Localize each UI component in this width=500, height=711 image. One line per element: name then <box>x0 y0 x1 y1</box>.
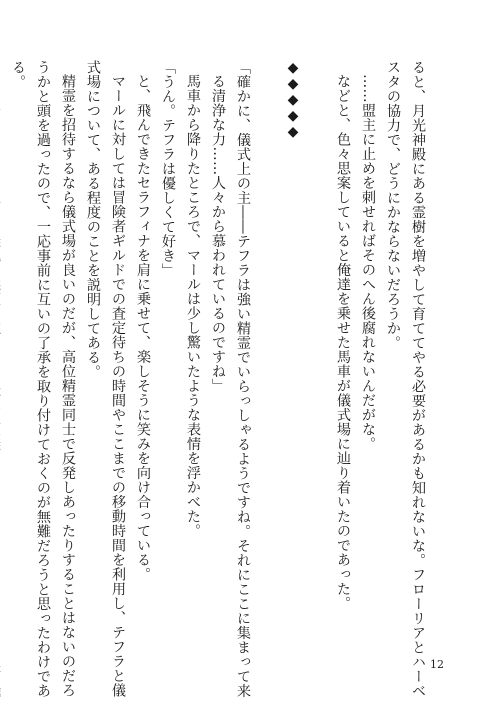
vertical-text-body <box>0 60 430 698</box>
text-line: 式場について、ある程度のことを説明してある。 <box>85 60 101 379</box>
text-line: ……盟主に止めを刺せればそのへん後腐れないんだがな。 <box>360 74 376 452</box>
text-line: 「確かに、儀式上の主――テフラは強い精霊でいらっしゃるようですね。それにここに集まって来 <box>235 60 251 698</box>
text-line: 精霊を招待するなら儀式場が良いのだが、高位精霊同士で反発しあったりすることはないのだろ <box>60 74 76 698</box>
text-line: 馬車から降りたところで、マールは少し驚いたような表情を浮かべた。 <box>185 74 201 539</box>
text-line: スタの協力で、どうにかならないだろうか。 <box>385 60 401 350</box>
blank-line <box>255 60 280 660</box>
text-line: る。 <box>10 60 26 89</box>
text-line: と、飛んできたセラフィナを肩に乗せて、楽しそうに笑みを向け合っている。 <box>135 74 151 582</box>
text-line: る清浄な力……人々から慕われているのですね」 <box>210 74 226 394</box>
blank-line <box>305 60 330 660</box>
page-number: 12 <box>430 658 444 671</box>
text-line: 「うん。テフラは優しくて好き」 <box>160 60 176 278</box>
text-line: マールに対しては冒険者ギルドでの査定待ちの時間やここまでの移動時間を利用し、テフラと儀 <box>110 74 126 698</box>
text-line: ると、月光神殿にある霊樹を増やして育ててやる必要があるかも知れないな。フローリアとハーベ <box>410 60 426 698</box>
section-separator: ◆◆◆◆◆ <box>285 60 301 140</box>
text-line: うかと頭を過ったので、一応事前に互いの了承を取り付けておくのが無難だろうと思ったわけであ <box>35 60 51 698</box>
text-line: などと、色々思案していると俺達を乗せた馬車が儀式場に辿り着いたのであった。 <box>335 74 351 611</box>
text-line <box>0 60 5 660</box>
